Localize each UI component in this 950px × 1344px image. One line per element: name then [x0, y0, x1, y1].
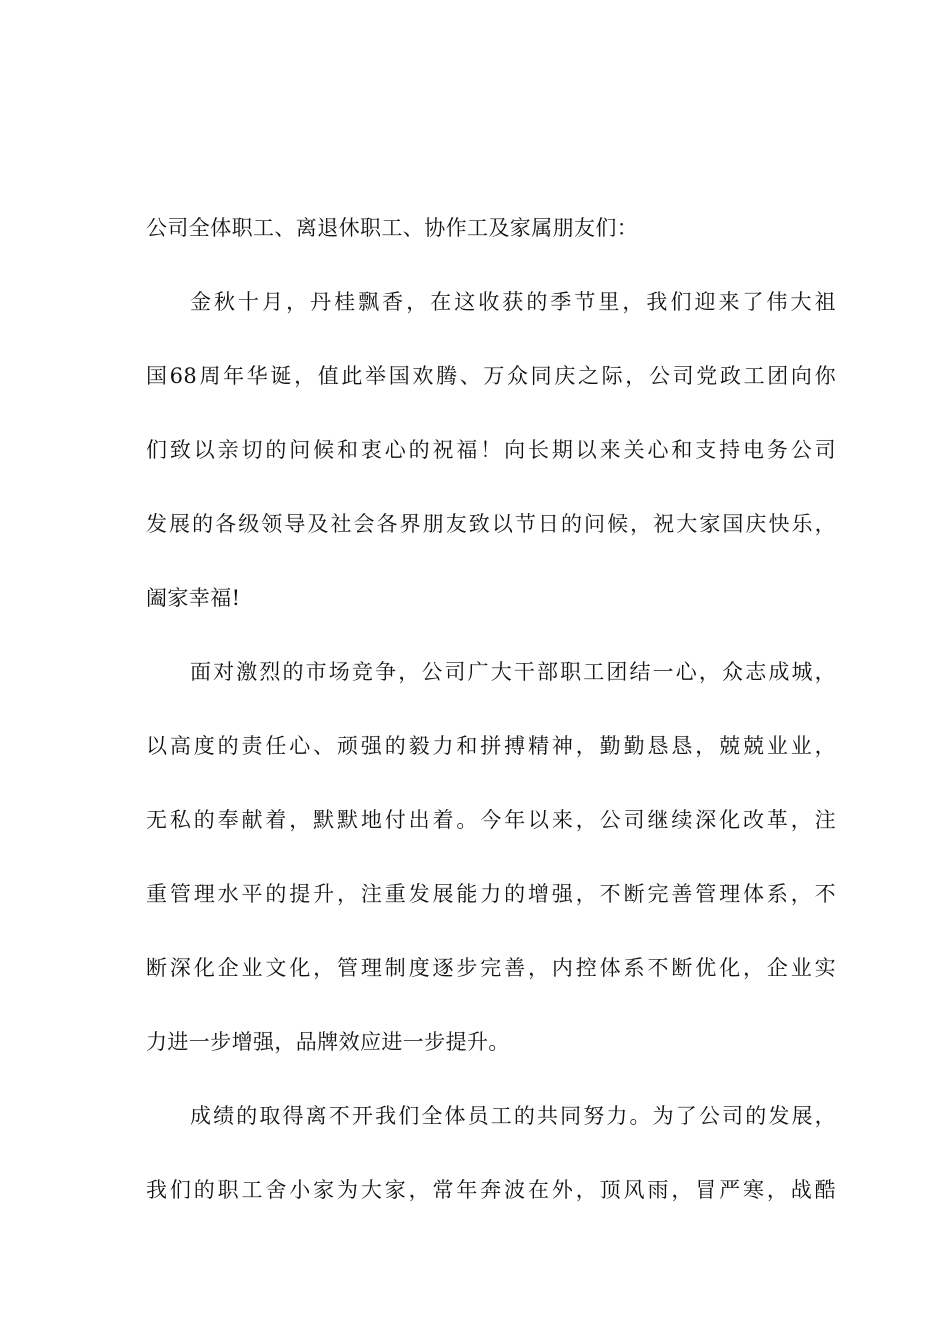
paragraph-line: 阖家幸福!: [146, 586, 241, 610]
paragraph-line: 金秋十月，丹桂飘香，在这收获的季节里，我们迎来了伟大祖: [190, 290, 836, 314]
paragraph-line: 我们的职工舍小家为大家，常年奔波在外，顶风雨，冒严寒，战酷: [146, 1178, 836, 1202]
paragraph-line: 们致以亲切的问候和衷心的祝福！向长期以来关心和支持电务公司: [146, 438, 836, 462]
paragraph-line: 以高度的责任心、顽强的毅力和拼搏精神，勤勤恳恳，兢兢业业，: [146, 734, 836, 758]
paragraph-line: 重管理水平的提升，注重发展能力的增强，不断完善管理体系，不: [146, 882, 836, 906]
paragraph-line: 面对激烈的市场竞争，公司广大干部职工团结一心，众志成城，: [190, 660, 836, 684]
salutation-line: 公司全体职工、离退休职工、协作工及家属朋友们：: [146, 216, 639, 240]
paragraph-line: 断深化企业文化，管理制度逐步完善，内控体系不断优化，企业实: [146, 956, 836, 980]
paragraph-line: 无私的奉献着，默默地付出着。今年以来，公司继续深化改革，注: [146, 808, 836, 832]
paragraph-line: 成绩的取得离不开我们全体员工的共同努力。为了公司的发展，: [190, 1104, 836, 1128]
paragraph-line: 国68周年华诞，值此举国欢腾、万众同庆之际，公司党政工团向你: [146, 364, 836, 388]
paragraph-line: 发展的各级领导及社会各界朋友致以节日的问候，祝大家国庆快乐，: [146, 512, 836, 536]
paragraph-line: 力进一步增强，品牌效应进一步提升。: [146, 1030, 510, 1054]
